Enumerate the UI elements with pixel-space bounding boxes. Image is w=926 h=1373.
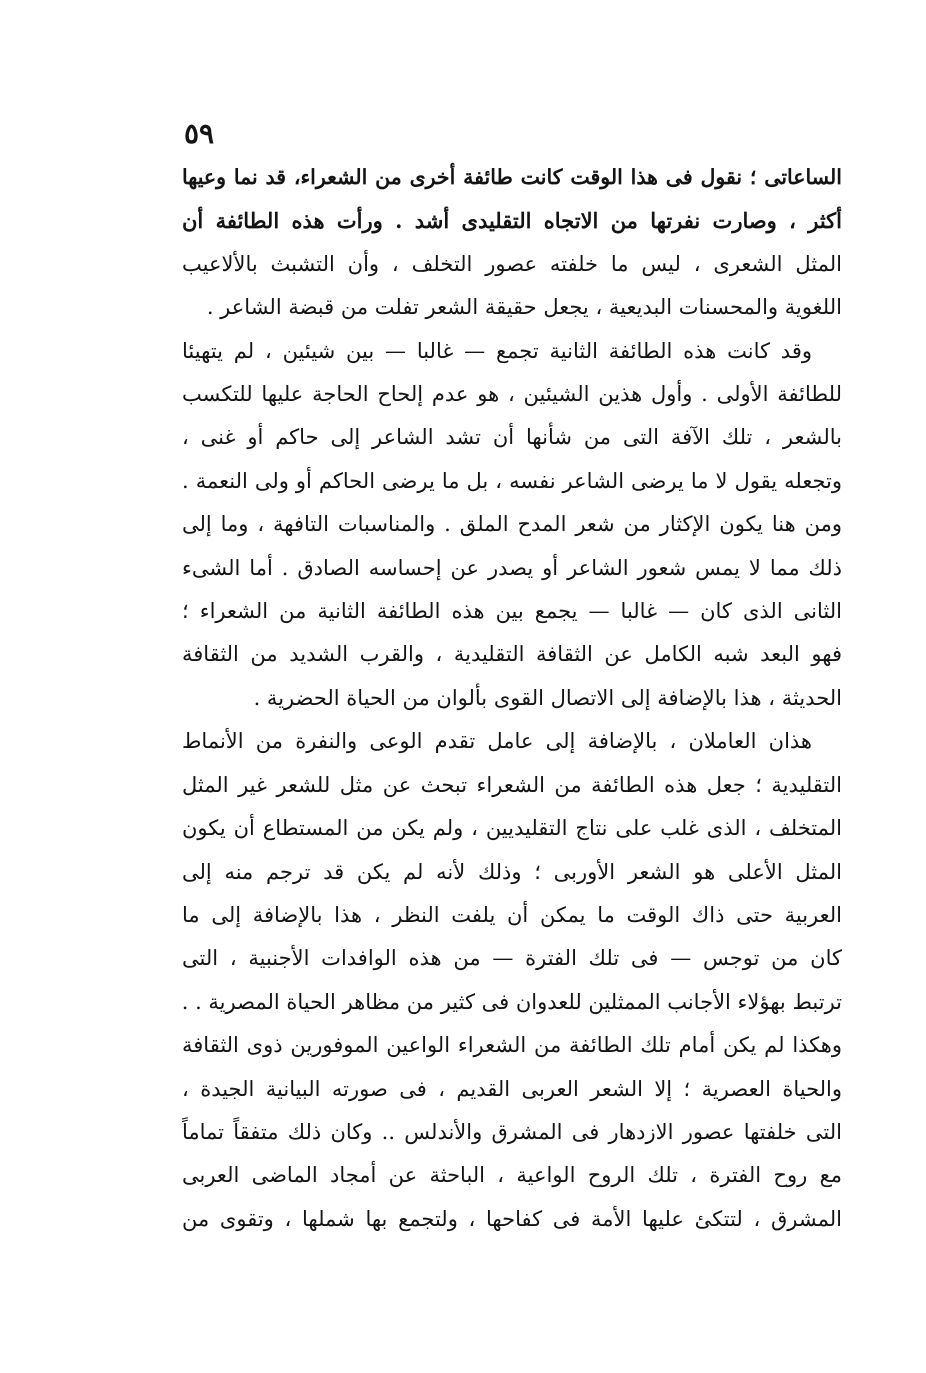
text-line: ترتبط بهؤلاء الأجانب الممثلين للعدوان فى كثير من مظاهر الحياة المصرية . . — [182, 989, 842, 1014]
text-line: للطائفة الأولى . وأول هذين الشيئين ، هو عدم إلحاح الحاجة عليها للتكسب — [182, 382, 842, 407]
text-line: وقد كانت هذه الطائفة الثانية تجمع — غالبا — بين شيئين ، لم يتهيئا — [182, 338, 812, 363]
text-line: هذان العاملان ، بالإضافة إلى عامل تقدم الوعى والنفرة من الأنماط — [182, 729, 812, 754]
text-line: المتخلف ، الذى غلب على نتاج التقليديين ، ولم يكن من المستطاع أن يكون — [182, 816, 842, 841]
text-line: المثل الأعلى هو الشعر الأوربى ؛ وذلك لأنه لم يكن قد ترجم منه إلى — [182, 859, 842, 884]
text-line: المثل الشعرى ، ليس ما خلفته عصور التخلف ، وأن التشبث بالألاعيب — [182, 251, 842, 276]
text-line: بالشعر ، تلك الآفة التى من شأنها أن تشد الشاعر إلى حاكم أو غنى ، — [182, 425, 842, 450]
text-line: وهكذا لم يكن أمام تلك الطائفة من الشعراء الواعين الموفورين ذوى الثقافة — [182, 1033, 842, 1058]
text-line: وتجعله يقول لا ما يرضى الشاعر نفسه ، بل ما يرضى الحاكم أو ولى النعمة . — [182, 468, 842, 493]
text-line: الثانى الذى كان — غالبا — يجمع بين هذه الطائفة الثانية من الشعراء ؛ — [182, 599, 842, 624]
text-line: الساعاتى ؛ نقول فى هذا الوقت كانت طائفة أخرى من الشعراء، قد نما وعيها — [182, 165, 842, 189]
text-line: التى خلفتها عصور الازدهار فى المشرق والأندلس .. وكان ذلك متفقاً تماماً — [182, 1119, 842, 1144]
text-line: كان من توجس — فى تلك الفترة — من هذه الوافدات الأجنبية ، التى — [182, 946, 842, 971]
text-line: فهو البعد شبه الكامل عن الثقافة التقليدية ، والقرب الشديد من الثقافة — [182, 642, 842, 667]
text-line: ذلك مما لا يمس شعور الشاعر أو يصدر عن إحساسه الصادق . أما الشىء — [182, 555, 842, 580]
text-line: ومن هنا يكون الإكثار من شعر المدح الملق . والمناسبات التافهة ، وما إلى — [182, 512, 842, 537]
text-line: مع روح الفترة ، تلك الروح الواعية ، الباحثة عن أمجاد الماضى العربى — [182, 1163, 842, 1188]
body-text — [182, 156, 842, 1241]
text-line: الحديثة ، هذا بالإضافة إلى الاتصال القوى بألوان من الحياة الحضرية . — [253, 685, 842, 710]
text-line: التقليدية ؛ جعل هذه الطائفة من الشعراء تبحث عن مثل للشعر غير المثل — [182, 772, 842, 797]
page-number: ٥٩ — [184, 117, 215, 150]
text-line: أكثر ، وصارت نفرتها من الاتجاه التقليدى أشد . ورأت هذه الطائفة أن — [182, 208, 842, 234]
text-line: اللغوية والمحسنات البديعية ، يجعل حقيقة الشعر تفلت من قبضة الشاعر . — [206, 295, 842, 320]
text-line: المشرق ، لتتكئ عليها الأمة فى كفاحها ، ولتجمع بها شملها ، وتقوى من — [182, 1206, 842, 1231]
text-line: والحياة العصرية ؛ إلا الشعر العربى القديم ، فى صورته البيانية الجيدة ، — [182, 1076, 842, 1101]
text-line: العربية حتى ذاك الوقت ما يمكن أن يلفت النظر ، هذا بالإضافة إلى ما — [182, 902, 842, 927]
